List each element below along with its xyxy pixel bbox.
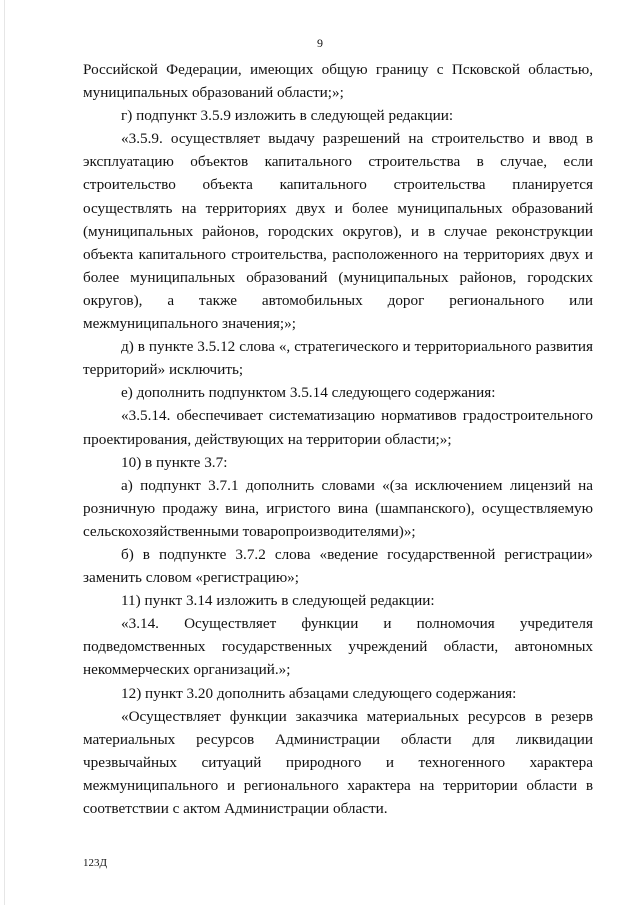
paragraph: 10) в пункте 3.7: — [121, 453, 228, 471]
paragraph: а) подпункт 3.7.1 дополнить словами «(за исключением лицензий на розничную продажу вина, игристого вина (шампанского), осуществляемую сельскохозяйственными товаропроизводителями)»; — [83, 476, 593, 540]
scan-edge-line — [4, 0, 5, 905]
paragraph: г) подпункт 3.5.9 изложить в следующей редакции: — [121, 107, 454, 125]
paragraph: «3.14. Осуществляет функции и полномочия учредителя подведомственных государственных учреждений области, автономных некоммерческих организаций.»; — [83, 615, 593, 679]
paragraph: «Осуществляет функции заказчика материальных ресурсов в резерв материальных ресурсов Администрации области для ликвидации чрезвычайных ситуаций природного и техногенного характера межмуниципального и регионального характера на территории области в соответствии с актом Администрации области. — [83, 707, 593, 817]
paragraph: «3.5.9. осуществляет выдачу разрешений на строительство и ввод в эксплуатацию объектов капитального строительства в случае, если строительство объекта капитального строительства планируется осуществлять на территориях двух и более муниципальных образований (муниципальных районов, городских округов), и в случае реконструкции объекта капитального строительства, расположенного на территориях двух и более муниципальных образований (муниципальных районов, городских округов), а также автомобильных дорог регионального или межмуниципального значения;»; — [83, 130, 593, 333]
footer-document-code: 123Д — [83, 857, 108, 869]
paragraph: Российской Федерации, имеющих общую границу с Псковской областью, муниципальных образований области;»; — [83, 61, 593, 102]
paragraph: 12) пункт 3.20 дополнить абзацами следующего содержания: — [121, 684, 517, 702]
document-body — [83, 58, 593, 820]
paragraph: д) в пункте 3.5.12 слова «, стратегического и территориального развития территорий» исключить; — [83, 338, 593, 379]
paragraph: «3.5.14. обеспечивает систематизацию нормативов градостроительного проектирования, действующих на территории области;»; — [83, 407, 593, 448]
paragraph: 11) пункт 3.14 изложить в следующей редакции: — [121, 592, 435, 610]
page-number: 9 — [317, 36, 323, 50]
paragraph: е) дополнить подпунктом 3.5.14 следующего содержания: — [121, 384, 496, 402]
paragraph: б) в подпункте 3.7.2 слова «ведение государственной регистрации» заменить словом «регистрацию»; — [83, 545, 593, 587]
